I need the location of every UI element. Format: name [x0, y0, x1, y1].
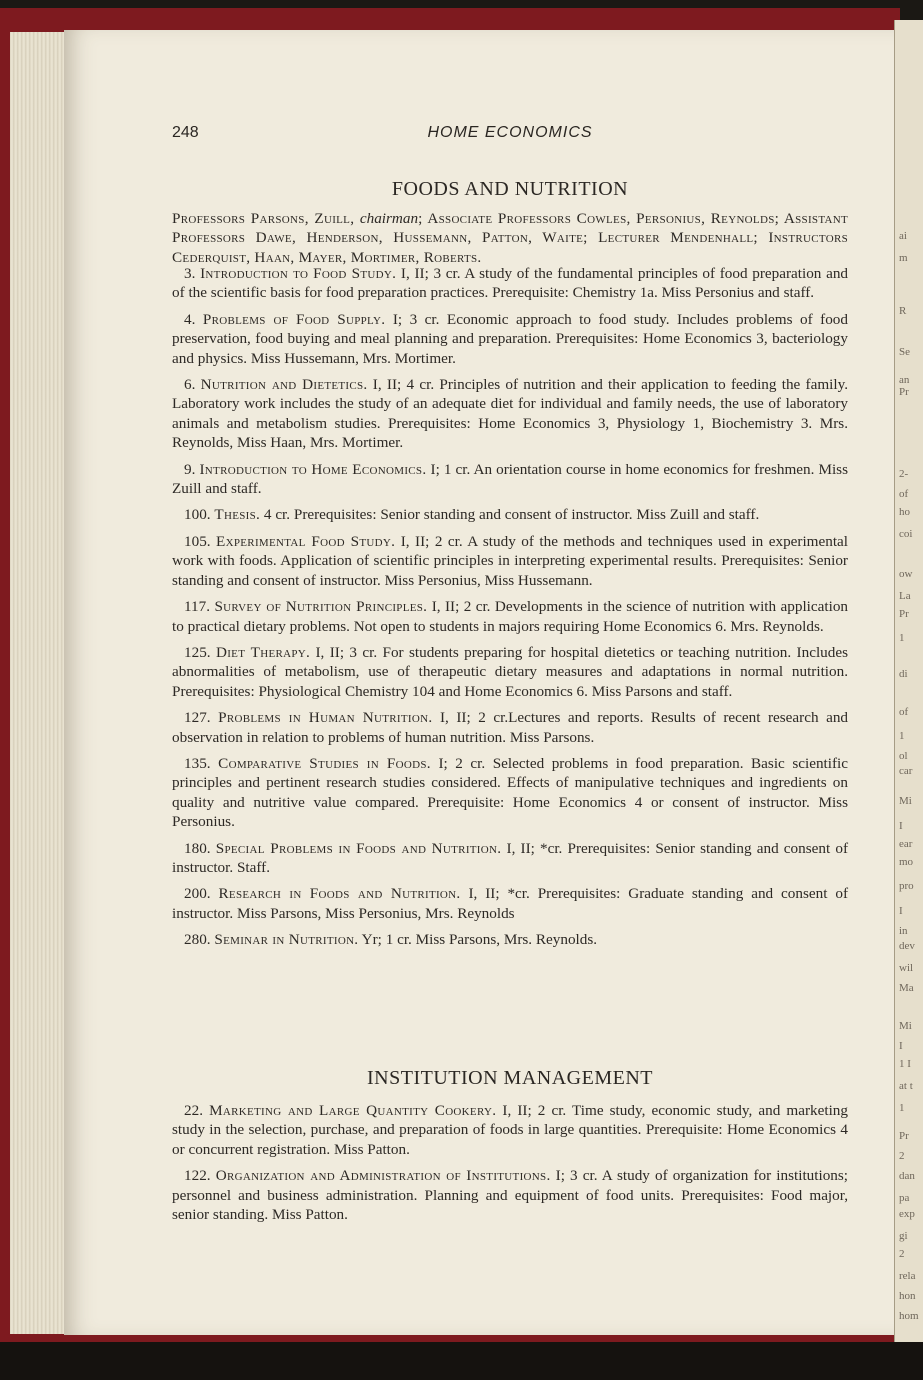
- course-entry: [172, 754, 848, 832]
- course-entry: [172, 532, 848, 590]
- course-entry: [172, 460, 848, 499]
- course-description: I; 3 cr. Economic approach to food study. Includes problems of food preservation, food buying and meal planning and preparation. Prerequisites: Home Economics 3, bacteriology and physics. Miss Hussemann, Mrs. Mortimer.: [172, 310, 848, 367]
- course-title: Nutrition and Dietetics.: [200, 376, 368, 394]
- course-description: I, II; 3 cr. A study of the fundamental principles of food preparation and of the scientific basis for food preparation practices. Prerequisite: Chemistry 1a. Miss Personius and staff.: [172, 265, 849, 302]
- course-number: 200.: [184, 885, 211, 903]
- section-title-foods-nutrition: FOODS AND NUTRITION: [391, 178, 629, 200]
- course-number: 135.: [184, 754, 211, 772]
- course-number: 180.: [184, 839, 211, 857]
- next-page-fragment: Mi: [899, 1020, 912, 1032]
- course-title: Experimental Food Study.: [216, 532, 396, 550]
- page-number: 248: [172, 124, 199, 141]
- course-number: 122.: [184, 1167, 211, 1185]
- course-title: Introduction to Home Economics.: [199, 460, 427, 478]
- next-page-fragment: Pr: [899, 1130, 909, 1142]
- course-entry: [172, 597, 848, 636]
- next-page-fragment: ol: [899, 750, 908, 762]
- next-page-fragment: Pr: [899, 608, 909, 620]
- next-page-fragment: 2-: [899, 468, 909, 480]
- next-page-fragment: Ma: [899, 982, 914, 994]
- next-page-fragment: ow: [899, 568, 913, 580]
- course-number: 105.: [184, 532, 211, 550]
- course-entry: [172, 884, 848, 923]
- next-page-fragment: at t: [899, 1080, 913, 1092]
- faculty-paragraph: [172, 209, 848, 267]
- next-page-fragment: 2: [899, 1150, 905, 1162]
- course-number: 117.: [184, 598, 211, 616]
- next-page-fragment: dev: [899, 940, 915, 952]
- next-page-fragment: di: [899, 668, 908, 680]
- next-page-fragment: coi: [899, 528, 913, 540]
- next-page-edge: [894, 20, 923, 1342]
- course-title: Problems in Human Nutrition.: [218, 709, 433, 727]
- faculty-part: chairman: [359, 210, 419, 227]
- course-description: I; 2 cr. Selected problems in food preparation. Basic scientific principles and pertinent research studies considered. Effects of manipulative techniques and ingredients on quality and nutritive value compared. Prerequisite: Home Economics 4 or consent of instructor. Miss Personius.: [172, 754, 849, 831]
- next-page-fragment: of: [899, 488, 909, 500]
- next-page-fragment: in: [899, 925, 908, 937]
- course-number: 22.: [184, 1102, 203, 1119]
- course-title: Problems of Food Supply.: [202, 310, 386, 328]
- next-page-fragment: Se: [899, 346, 910, 358]
- bottom-shadow: [0, 1342, 923, 1380]
- course-description: I, II; 2 cr. Developments in the science of nutrition with application to practical dietary problems. Not open to students in majors requiring Home Economics 6. Mrs. Reynolds.: [172, 598, 849, 635]
- course-title: Survey of Nutrition Principles.: [214, 598, 428, 616]
- course-number: 9.: [184, 460, 196, 478]
- next-page-fragment: 1 I: [899, 1058, 911, 1070]
- course-entry: [172, 375, 848, 453]
- faculty-part: Professors Parsons, Zuill,: [172, 210, 360, 227]
- course-number: 3.: [184, 265, 196, 282]
- next-page-fragment: I: [899, 820, 903, 832]
- next-page-fragment: wil: [899, 962, 914, 974]
- running-header: [172, 124, 848, 146]
- next-page-fragment: 1: [899, 1102, 905, 1114]
- course-entry: [172, 839, 848, 878]
- next-page-fragment: 1: [899, 730, 905, 742]
- course-description: I; 3 cr. A study of organization for institutions; personnel and business administration. Planning and equipment of food units. Prerequisites: Food major, senior standing. Miss Patton.: [172, 1167, 849, 1224]
- course-description: I, II; 3 cr. For students preparing for hospital dietetics or teaching nutrition. Includes abnormalities of metabolism, use of therapeutic dietary measures and adaptations in normal nutrition. Prerequisites: Physiological Chemistry 104 and Home Economics 6. Miss Parsons and staff.: [172, 643, 849, 700]
- course-title: Organization and Administration of Institutions.: [215, 1167, 551, 1185]
- course-description: I, II; 2 cr. A study of the methods and techniques used in experimental work with foods. Application of scientific principles in interpreting experimental results. Prerequisites: Senior standing and consent of instructor. Miss Personius, Miss Hussemann.: [172, 532, 849, 589]
- course-number: 4.: [184, 310, 196, 328]
- next-page-fragment: R: [899, 305, 907, 317]
- course-number: 280.: [184, 931, 211, 949]
- next-page-fragment: pa: [899, 1192, 910, 1204]
- next-page-fragment: I: [899, 905, 903, 917]
- course-title: Marketing and Large Quantity Cookery.: [209, 1102, 497, 1119]
- next-page-fragment: mo: [899, 856, 914, 868]
- faculty-part: ; Associate Professors Cowles, Personius, Reynolds; Assistant Professors Dawe, Henderson, Hussemann, Patton, Waite; Lecturer Mendenhall; Instructors Cederquist, Haan, Mayer, Mortimer, Roberts.: [172, 210, 848, 266]
- next-page-fragment: m: [899, 252, 908, 264]
- next-page-fragment: an: [899, 374, 910, 386]
- course-list-institution-management: [172, 1101, 848, 1231]
- next-page-fragment: Pr: [899, 386, 909, 398]
- section-title-institution-management: INSTITUTION MANAGEMENT: [367, 1067, 653, 1089]
- course-description: I; 1 cr. An orientation course in home economics for freshmen. Miss Zuill and staff.: [172, 460, 849, 498]
- next-page-fragment: 2: [899, 1248, 905, 1260]
- course-description: I, II; *cr. Prerequisites: Senior standing and consent of instructor. Staff.: [172, 839, 849, 876]
- course-title: Special Problems in Foods and Nutrition.: [215, 839, 502, 857]
- course-description: 4 cr. Prerequisites: Senior standing and consent of instructor. Miss Zuill and staff.: [263, 506, 760, 524]
- course-entry: [172, 1166, 848, 1224]
- course-description: Yr; 1 cr. Miss Parsons, Mrs. Reynolds.: [361, 931, 598, 949]
- course-title: Diet Therapy.: [215, 643, 311, 661]
- course-entry: [172, 643, 848, 701]
- next-page-fragment: I: [899, 1040, 903, 1052]
- course-description: I, II; 4 cr. Principles of nutrition and their application to feeding the family. Laboratory work includes the study of an adequate diet for individual and family needs, the use of laboratory animals and metabolism studies. Prerequisites: Home Economics 3, Physiology 1, Biochemistry 3. Mrs. Reynolds, Miss Haan, Mrs. Mortimer.: [172, 376, 849, 452]
- course-number: 6.: [184, 376, 196, 394]
- next-page-fragment: rela: [899, 1270, 916, 1282]
- course-number: 127.: [184, 709, 211, 727]
- faculty-list: [172, 209, 848, 267]
- course-description: I, II; 2 cr.Lectures and reports. Results of recent research and observation in relation to problems of human nutrition. Miss Parsons.: [172, 709, 849, 746]
- next-page-fragment: pro: [899, 880, 914, 892]
- next-page-fragment: of: [899, 706, 909, 718]
- next-page-fragment: ai: [899, 230, 907, 242]
- course-title: Seminar in Nutrition.: [214, 931, 359, 949]
- course-description: I, II; 2 cr. Time study, economic study, and marketing study in the selection, purchase, and preparation of foods in large quantities. Prerequisite: Home Economics 4 or concurrent registration. Miss Patton.: [172, 1102, 848, 1158]
- course-number: 100.: [184, 506, 211, 524]
- next-page-fragment: La: [899, 590, 911, 602]
- course-list-foods-nutrition: [172, 264, 848, 957]
- course-title: Research in Foods and Nutrition.: [218, 885, 461, 903]
- course-title: Thesis.: [214, 506, 261, 524]
- next-page-fragment: exp: [899, 1208, 915, 1220]
- next-page-fragment: 1: [899, 632, 905, 644]
- course-entry: [172, 505, 848, 524]
- course-title: Introduction to Food Study.: [200, 265, 397, 282]
- next-page-fragment: Mi: [899, 795, 912, 807]
- running-title: HOME ECONOMICS: [427, 124, 593, 141]
- next-page-fragment: ear: [899, 838, 913, 850]
- course-entry: [172, 708, 848, 747]
- course-number: 125.: [184, 643, 211, 661]
- next-page-fragment: gi: [899, 1230, 908, 1242]
- next-page-fragment: dan: [899, 1170, 915, 1182]
- course-entry: [172, 264, 848, 303]
- course-entry: [172, 1101, 848, 1159]
- course-title: Comparative Studies in Foods.: [218, 754, 431, 772]
- course-entry: [172, 310, 848, 368]
- next-page-fragment: hon: [899, 1290, 916, 1302]
- page-stack-edge: [10, 32, 66, 1334]
- course-entry: [172, 930, 848, 949]
- next-page-fragment: hom: [899, 1310, 919, 1322]
- next-page-fragment: ho: [899, 506, 910, 518]
- next-page-fragment: car: [899, 765, 913, 777]
- course-description: I, II; *cr. Prerequisites: Graduate standing and consent of instructor. Miss Parsons, Miss Personius, Mrs. Reynolds: [172, 885, 849, 922]
